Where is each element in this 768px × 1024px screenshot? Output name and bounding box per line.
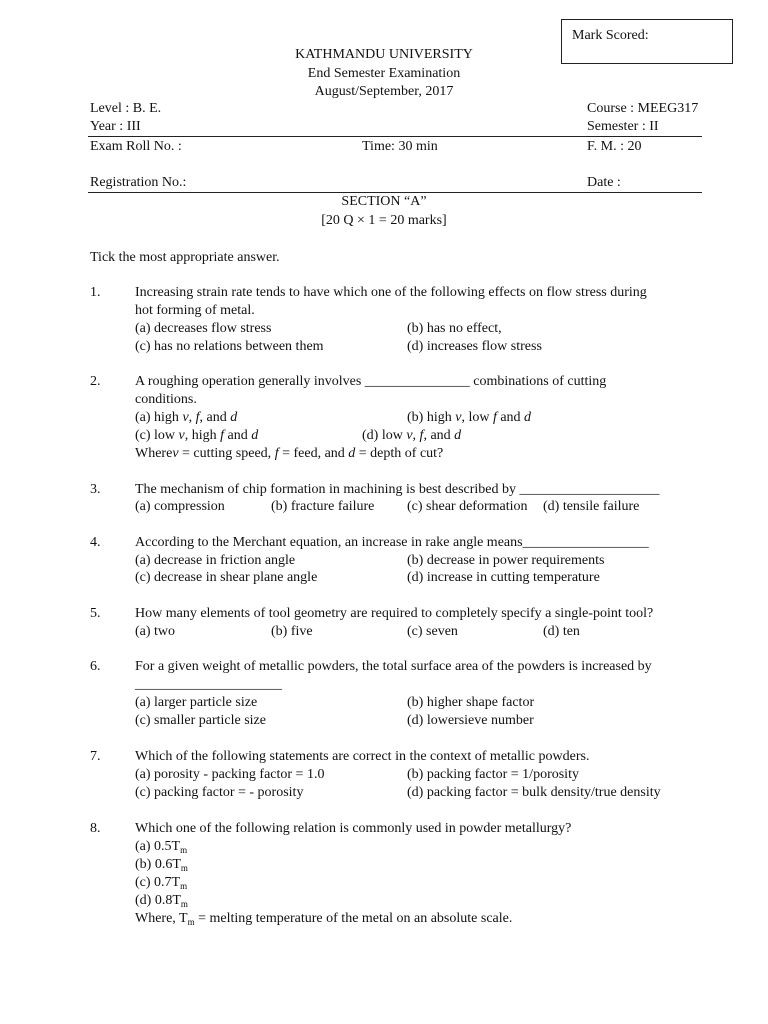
option-d[interactable]: (d) increases flow stress (407, 339, 542, 354)
question-number: 3. (90, 482, 101, 497)
option-a[interactable]: (a) high v, f, and d (135, 410, 238, 425)
question-number: 7. (90, 749, 101, 764)
option-c[interactable]: (c) smaller particle size (135, 713, 266, 728)
question-text: Increasing strain rate tends to have which one of the following effects on flow stress during (135, 285, 647, 300)
option-c[interactable]: (c) has no relations between them (135, 339, 324, 354)
option-a[interactable]: (a) two (135, 624, 176, 639)
option-b[interactable]: (b) packing factor = 1/porosity (407, 767, 579, 782)
question-number: 6. (90, 659, 101, 674)
option-d[interactable]: (d) tensile failure (543, 499, 640, 514)
option-d[interactable]: (d) ten (543, 624, 580, 639)
roll-no-field: Exam Roll No. : (90, 139, 182, 154)
full-marks-field: F. M. : 20 (587, 139, 642, 154)
level-field: Level : B. E. (90, 101, 162, 116)
section-title: SECTION “A” (341, 194, 427, 209)
question-text: hot forming of metal. (135, 303, 255, 318)
option-a[interactable]: (a) decrease in friction angle (135, 553, 296, 568)
university-name: KATHMANDU UNIVERSITY (295, 47, 473, 62)
semester-field: Semester : II (587, 119, 659, 134)
divider (88, 136, 702, 137)
option-c[interactable]: (c) $0.7T_m$ (135, 875, 188, 891)
option-d[interactable]: (d) $0.8T_m$ (135, 893, 188, 909)
question-number: 4. (90, 535, 101, 550)
option-b[interactable]: (b) higher shape factor (407, 695, 535, 710)
course-field: Course : MEEG317 (587, 101, 699, 116)
option-d[interactable]: (d) increase in cutting temperature (407, 570, 600, 585)
option-d[interactable]: (d) low v, f, and d (362, 428, 462, 443)
option-b[interactable]: (b) has no effect, (407, 321, 502, 336)
date-field: Date : (587, 175, 621, 190)
question-text: According to the Merchant equation, an increase in rake angle means__________________ (135, 535, 649, 550)
section-marks: [20 Q × 1 = 20 marks] (321, 213, 447, 228)
question-text: A roughing operation generally involves _______________ combinations of cutting (135, 374, 607, 389)
mark-scored-label: Mark Scored: (572, 28, 649, 43)
question-note: Where, $T_m$ = melting temperature of the metal on an absolute scale. (135, 911, 513, 927)
exam-title: End Semester Examination (307, 66, 461, 81)
option-c[interactable]: (c) low v, high f and d (135, 428, 259, 443)
option-d[interactable]: (d) lowersieve number (407, 713, 534, 728)
option-c[interactable]: (c) packing factor = - porosity (135, 785, 304, 800)
question-note: Wherev = cutting speed, f = feed, and d = depth of cut? (135, 446, 444, 461)
question-number: 8. (90, 821, 101, 836)
question-number: 1. (90, 285, 101, 300)
option-b[interactable]: (b) $0.6T_m$ (135, 857, 188, 873)
question-text: How many elements of tool geometry are required to completely specify a single-point tool? (135, 606, 654, 621)
option-a[interactable]: (a) larger particle size (135, 695, 258, 710)
option-c[interactable]: (c) seven (407, 624, 458, 639)
question-blank: _____________________ (135, 677, 282, 692)
year-field: Year : III (90, 119, 141, 134)
registration-field: Registration No.: (90, 175, 187, 190)
question-text: Which of the following statements are correct in the context of metallic powders. (135, 749, 590, 764)
option-b[interactable]: (b) high v, low f and d (407, 410, 532, 425)
question-number: 2. (90, 374, 101, 389)
question-text: For a given weight of metallic powders, the total surface area of the powders is increased by (135, 659, 652, 674)
option-a[interactable]: (a) decreases flow stress (135, 321, 272, 336)
question-text: Which one of the following relation is commonly used in powder metallurgy? (135, 821, 572, 836)
question-text: conditions. (135, 392, 197, 407)
time-field: Time: 30 min (362, 139, 438, 154)
option-b[interactable]: (b) decrease in power requirements (407, 553, 605, 568)
option-d[interactable]: (d) packing factor = bulk density/true density (407, 785, 661, 800)
option-a[interactable]: (a) compression (135, 499, 225, 514)
option-c[interactable]: (c) shear deformation (407, 499, 528, 514)
exam-session: August/September, 2017 (314, 84, 454, 99)
option-b[interactable]: (b) fracture failure (271, 499, 375, 514)
question-number: 5. (90, 606, 101, 621)
option-b[interactable]: (b) five (271, 624, 313, 639)
option-a[interactable]: (a) porosity - packing factor = 1.0 (135, 767, 325, 782)
question-text: The mechanism of chip formation in machining is best described by ____________________ (135, 482, 660, 497)
instruction-text: Tick the most appropriate answer. (90, 250, 280, 265)
option-c[interactable]: (c) decrease in shear plane angle (135, 570, 318, 585)
option-a[interactable]: (a) $0.5T_m$ (135, 839, 188, 855)
